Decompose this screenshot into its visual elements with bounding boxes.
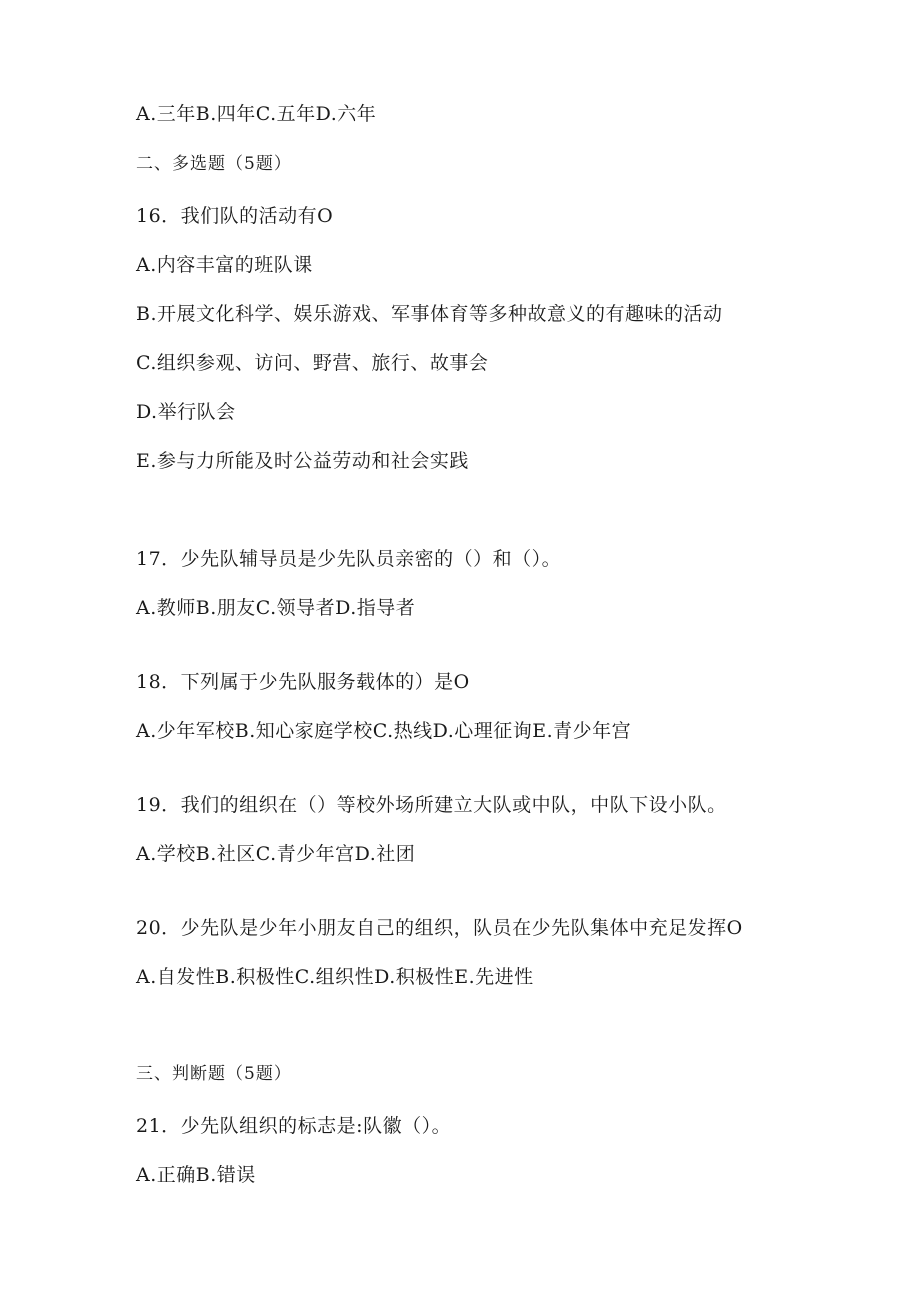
question-20: 20．少先队是少年小朋友自己的组织，队员在少先队集体中充足发挥O <box>136 917 743 939</box>
answer-options-q19: A.学校B.社区C.青少年宫D.社团 <box>136 843 416 865</box>
answer-options-q15: A.三年B.四年C.五年D.六年 <box>136 103 377 125</box>
answer-options-q17: A.教师B.朋友C.领导者D.指导者 <box>136 597 416 619</box>
answer-options-q20: A.自发性B.积极性C.组织性D.积极性E.先进性 <box>136 966 534 988</box>
section-heading-true-false: 三、判断题（5题） <box>136 1064 292 1084</box>
question-16: 16．我们队的活动有O <box>136 205 334 227</box>
question-19: 19．我们的组织在（）等校外场所建立大队或中队，中队下设小队。 <box>136 794 727 816</box>
question-18: 18．下列属于少先队服务载体的）是O <box>136 671 470 693</box>
option-16-d: D.举行队会 <box>136 401 236 423</box>
answer-options-q18: A.少年军校B.知心家庭学校C.热线D.心理征询E.青少年宫 <box>136 720 632 742</box>
option-16-b: B.开展文化科学、娱乐游戏、军事体育等多种故意义的有趣味的活动 <box>136 303 723 325</box>
answer-options-q21: A.正确B.错误 <box>136 1164 256 1186</box>
question-17: 17．少先队辅导员是少先队员亲密的（）和（）。 <box>136 548 562 570</box>
section-heading-multiple-choice: 二、多选题（5题） <box>136 154 292 174</box>
option-16-a: A.内容丰富的班队课 <box>136 254 313 276</box>
option-16-c: C.组织参观、访问、野营、旅行、故事会 <box>136 352 489 374</box>
question-21: 21．少先队组织的标志是:队徽（）。 <box>136 1115 452 1137</box>
option-16-e: E.参与力所能及时公益劳动和社会实践 <box>136 450 469 472</box>
